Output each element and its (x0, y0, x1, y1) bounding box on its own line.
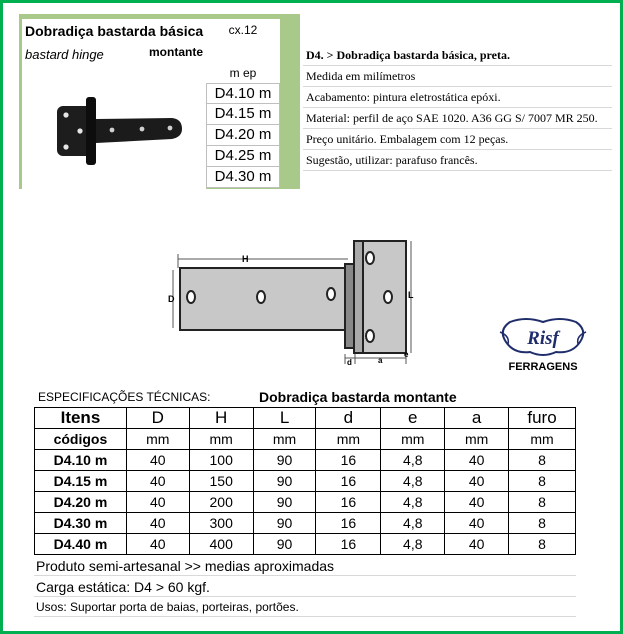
product-card-content (22, 19, 303, 189)
table-cell: 90 (253, 534, 316, 555)
spec-title: Dobradiça bastarda montante (259, 389, 457, 405)
table-row (35, 471, 576, 492)
table-cell: 8 (509, 450, 576, 471)
product-title-cell (22, 19, 206, 41)
header-cell: H (189, 408, 253, 429)
table-cell: 40 (445, 513, 509, 534)
subtitle-cell (22, 41, 144, 63)
table-cell: 40 (126, 450, 189, 471)
table-cell: 4,8 (381, 492, 445, 513)
table-cell: 90 (253, 513, 316, 534)
header-cell: a (445, 408, 509, 429)
table-cell: 150 (189, 471, 253, 492)
spec-table (34, 407, 576, 555)
logo-script: Risf (527, 328, 559, 349)
unit-cell: mm (445, 429, 509, 450)
header-cell: D (126, 408, 189, 429)
description-line: Acabamento: pintura eletrostática epóxi. (303, 87, 612, 108)
table-units-row (35, 429, 576, 450)
table-cell: D4.10 m (35, 450, 127, 471)
description-line: Preço unitário. Embalagem com 12 peças. (303, 129, 612, 150)
dim-label-a: a (378, 356, 383, 365)
table-cell: 40 (445, 450, 509, 471)
table-cell: 40 (126, 534, 189, 555)
dim-label-d-lower: d (347, 358, 352, 366)
table-cell: 90 (253, 471, 316, 492)
note-line: Usos: Suportar porta de baias, porteiras, portões. (34, 598, 576, 617)
table-cell: 40 (126, 492, 189, 513)
unit-cell: mm (381, 429, 445, 450)
code-item: D4.15 m (206, 104, 280, 125)
table-cell: 100 (189, 450, 253, 471)
product-photo (22, 63, 206, 189)
blank-cell (206, 41, 280, 63)
table-cell: 90 (253, 450, 316, 471)
table-cell: D4.30 m (35, 513, 127, 534)
note-line: Produto semi-artesanal >> medias aproximadas (34, 556, 576, 576)
description-heading: D4. > Dobradiça bastarda básica, preta. (303, 45, 612, 66)
description-line: Material: perfil de aço SAE 1020. A36 GG S/ 7007 MR 250. (303, 108, 612, 129)
header-cell: L (253, 408, 316, 429)
hinge-diagram (160, 236, 420, 366)
table-row (35, 492, 576, 513)
table-cell: 4,8 (381, 450, 445, 471)
type-label: montante (144, 41, 206, 63)
note-line: Carga estática: D4 > 60 kgf. (34, 577, 576, 597)
header-cell: d (316, 408, 381, 429)
table-row (35, 450, 576, 471)
table-cell: 8 (509, 513, 576, 534)
table-row (35, 534, 576, 555)
table-cell: 40 (126, 471, 189, 492)
unit-cell: mm (253, 429, 316, 450)
table-cell: D4.40 m (35, 534, 127, 555)
table-cell: 4,8 (381, 513, 445, 534)
table-cell: 300 (189, 513, 253, 534)
table-cell: 16 (316, 471, 381, 492)
table-header-row (35, 408, 576, 429)
table-cell: 4,8 (381, 534, 445, 555)
table-cell: 8 (509, 534, 576, 555)
header-cell: e (381, 408, 445, 429)
code-item: D4.25 m (206, 146, 280, 167)
unit-cell: mm (126, 429, 189, 450)
risf-logo (496, 314, 590, 374)
spec-header (34, 388, 576, 408)
dim-label-h: H (242, 254, 249, 264)
unit-cell: códigos (35, 429, 127, 450)
table-cell: 40 (445, 471, 509, 492)
unit-label: m ep (206, 63, 280, 83)
table-cell: 16 (316, 513, 381, 534)
table-cell: 8 (509, 471, 576, 492)
spec-label: ESPECIFICAÇÕES TÉCNICAS: (38, 390, 211, 404)
logo-brand: FERRAGENS (508, 361, 578, 373)
table-cell: 16 (316, 534, 381, 555)
table-row (35, 513, 576, 534)
hinge-photo-icon (22, 63, 206, 189)
header-cell: furo (509, 408, 576, 429)
table-cell: D4.20 m (35, 492, 127, 513)
description-line: Medida em milímetros (303, 66, 612, 87)
dim-label-l: L (408, 290, 414, 300)
description-line: Sugestão, utilizar: parafuso francês. (303, 150, 612, 171)
dim-label-e: e (404, 350, 409, 359)
table-cell: 16 (316, 492, 381, 513)
dim-label-d-upper: D (168, 294, 175, 304)
table-cell: 4,8 (381, 471, 445, 492)
code-item: D4.30 m (206, 167, 280, 188)
header-cell: Itens (35, 408, 127, 429)
unit-cell: mm (316, 429, 381, 450)
box-qty: cx.12 (206, 19, 280, 41)
unit-cell: mm (509, 429, 576, 450)
table-cell: 200 (189, 492, 253, 513)
table-cell: 90 (253, 492, 316, 513)
code-item: D4.20 m (206, 125, 280, 146)
table-cell: 8 (509, 492, 576, 513)
table-cell: 40 (445, 534, 509, 555)
table-cell: D4.15 m (35, 471, 127, 492)
unit-cell: mm (189, 429, 253, 450)
table-cell: 40 (445, 492, 509, 513)
product-subtitle: bastard hinge (25, 47, 104, 62)
table-cell: 400 (189, 534, 253, 555)
table-cell: 40 (126, 513, 189, 534)
table-cell: 16 (316, 450, 381, 471)
product-title: Dobradiça bastarda básica (25, 23, 204, 39)
code-item: D4.10 m (206, 83, 280, 104)
